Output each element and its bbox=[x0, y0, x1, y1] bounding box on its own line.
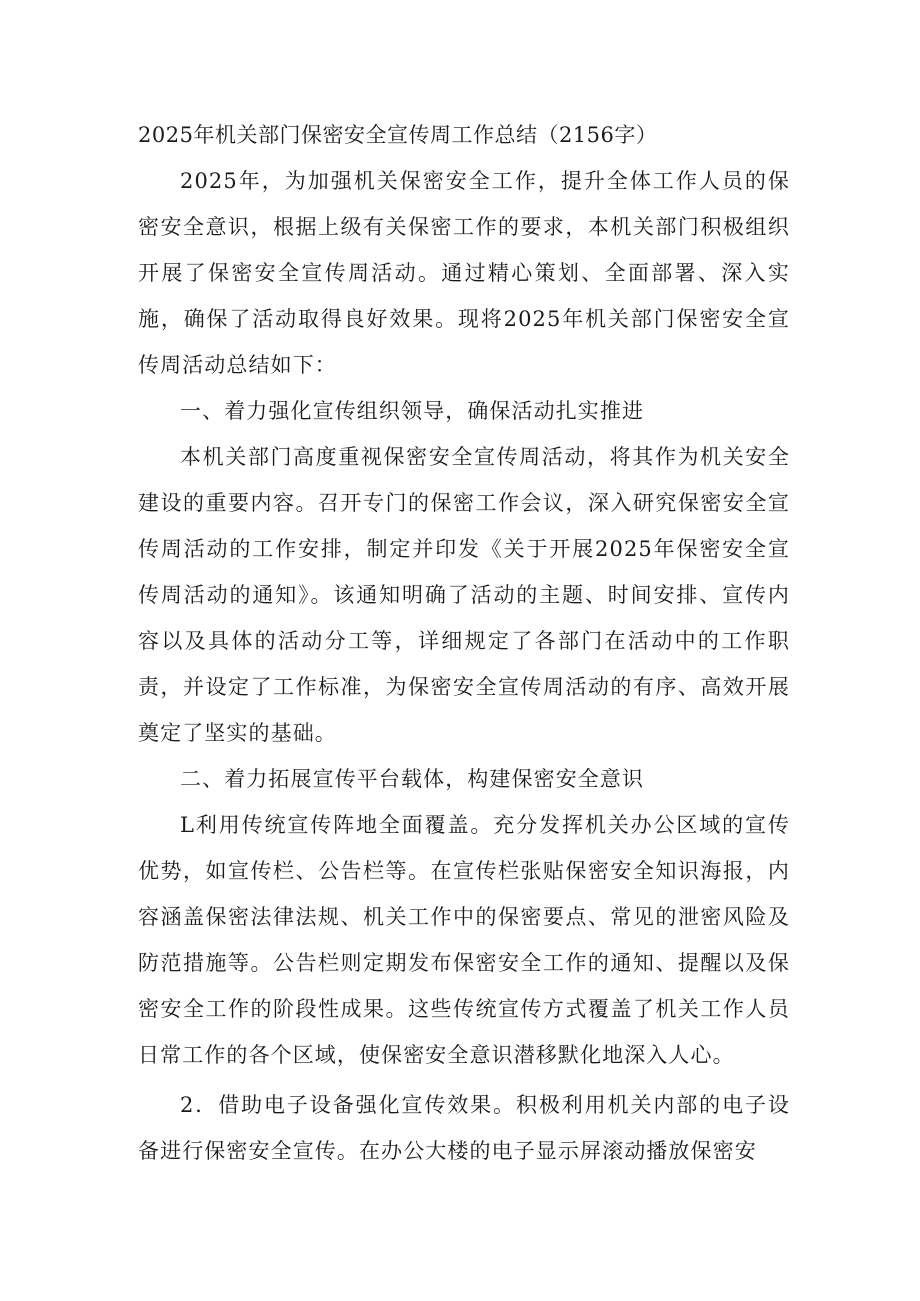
section-2-heading: 二、着力拓展宣传平台载体，构建保密安全意识 bbox=[180, 767, 645, 791]
section-1-heading: 一、着力强化宣传组织领导，确保活动扎实推进 bbox=[180, 399, 645, 423]
document-title: 2025年机关部门保密安全宣传周工作总结（2156字） bbox=[138, 123, 658, 147]
intro-paragraph: 2025年，为加强机关保密安全工作，提升全体工作人员的保密安全意识，根据上级有关保密工作的要求，本机关部门积极组织开展了保密安全宣传周活动。通过精心策划、全面部署、深入实施，确保了活动取得良好效果。现将2025年机关部门保密安全宣传周活动总结如下： bbox=[138, 169, 790, 377]
section-2-item-2: 2．借助电子设备强化宣传效果。积极利用机关内部的电子设备进行保密安全宣传。在办公大楼的电子显示屏滚动播放保密安 bbox=[138, 1093, 790, 1163]
section-2-item-1: L利用传统宣传阵地全面覆盖。充分发挥机关办公区域的宣传优势，如宣传栏、公告栏等。在宣传栏张贴保密安全知识海报，内容涵盖保密法律法规、机关工作中的保密要点、常见的泄密风险及防范措施等。公告栏则定期发布保密安全工作的通知、提醒以及保密安全工作的阶段性成果。这些传统宣传方式覆盖了机关工作人员日常工作的各个区域，使保密安全意识潜移默化地深入人心。 bbox=[138, 813, 790, 1067]
section-1-paragraph: 本机关部门高度重视保密安全宣传周活动，将其作为机关安全建设的重要内容。召开专门的保密工作会议，深入研究保密安全宣传周活动的工作安排，制定并印发《关于开展2025年保密安全宣传周活动的通知》。该通知明确了活动的主题、时间安排、宣传内容以及具体的活动分工等，详细规定了各部门在活动中的工作职责，并设定了工作标准，为保密安全宣传周活动的有序、高效开展奠定了坚实的基础。 bbox=[138, 445, 790, 745]
document-body bbox=[138, 112, 790, 1174]
